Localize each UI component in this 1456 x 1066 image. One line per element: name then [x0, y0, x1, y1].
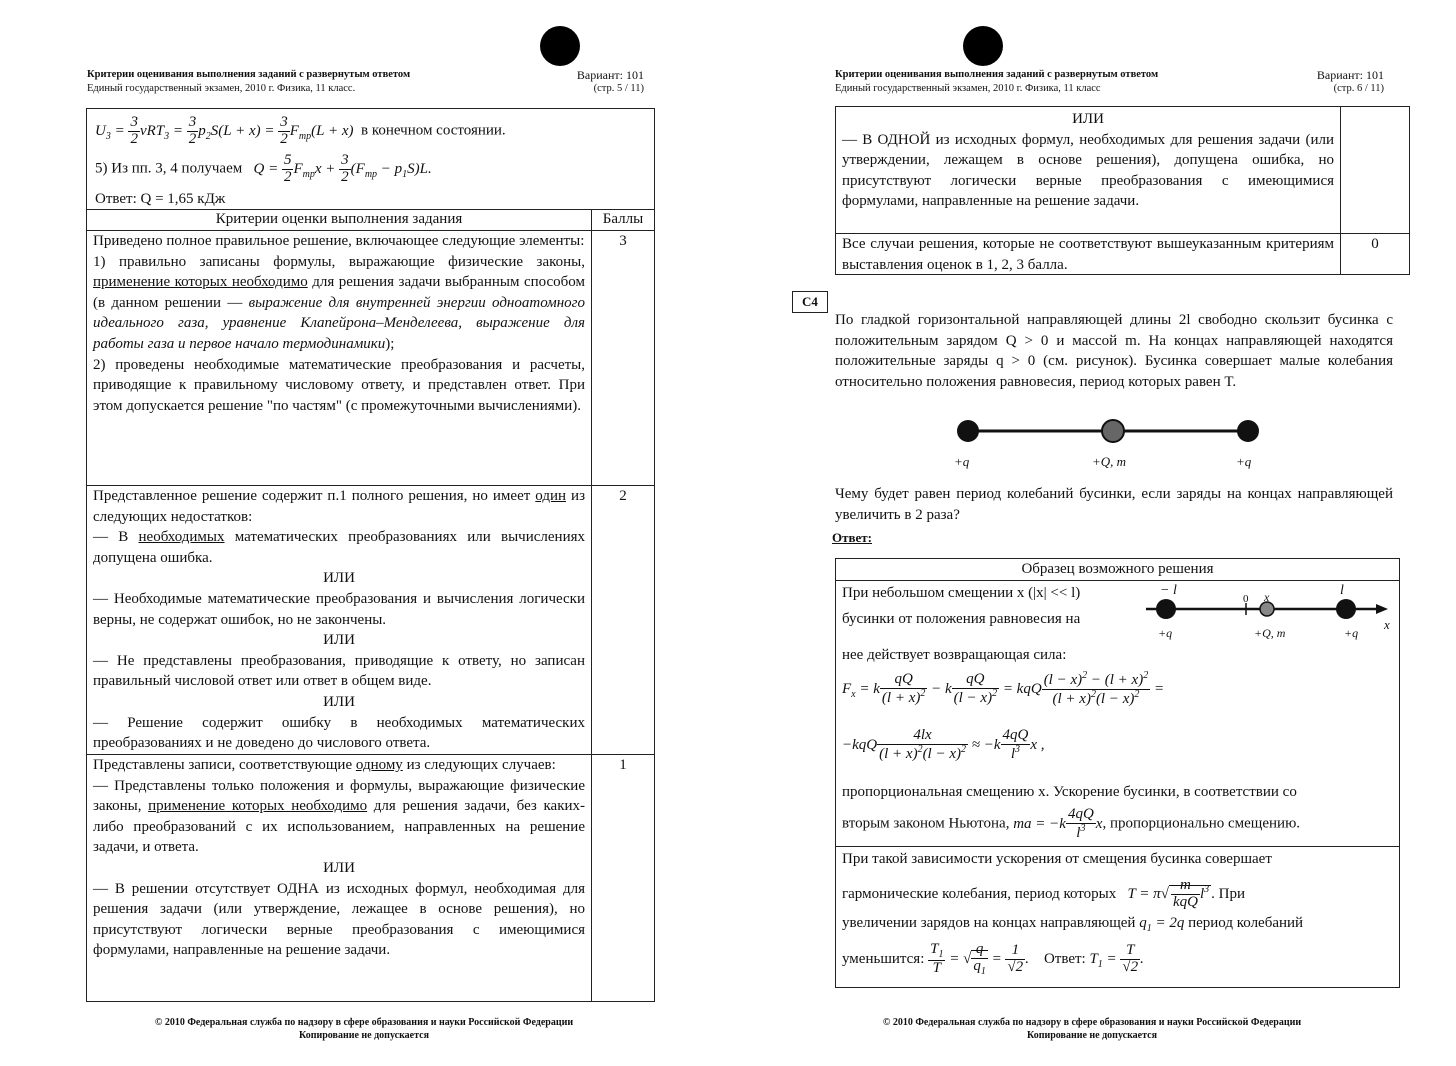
header-subtitle: Единый государственный экзамен, 2010 г. Физика, 11 класс — [835, 83, 1101, 94]
sol-p2a: пропорциональная смещению x. Ускорение бусинки, в соответствии со — [842, 784, 1297, 800]
right-header-right — [1288, 68, 1384, 96]
row1-p2b: для решения задачи, без каких-либо преобразований с их использованием, направленных на решение задачи, и ответа. — [93, 798, 585, 856]
row2-p3: — Необходимые математические преобразования и вычисления логически верны, не содержат ошибок, но не закончены. — [93, 590, 585, 628]
d2-x: x — [1264, 590, 1270, 604]
d2-axis-label: x — [1384, 617, 1390, 632]
header-title: Критерии оценивания выполнения заданий с развернутым ответом — [835, 69, 1159, 80]
top-row-text — [842, 109, 1334, 212]
points-header: Баллы — [602, 211, 644, 227]
row3-p2i: выражение для внутренней энергии одноатомного идеального газа, уравнение Клапейрона–Менделеева, выражение для работы газа и первое начало термодинамики — [93, 294, 585, 352]
row2-p5: — Решение содержит ошибку в необходимых математических преобразованиях и не доведено до числового ответа. — [93, 714, 585, 752]
sol-p1b: бусинки от положения равновесия на — [842, 611, 1081, 627]
footer-copyright: © 2010 Федеральная служба по надзору в сфере образования и науки Российской Федерации — [882, 1017, 1302, 1028]
sol-p3a: При такой зависимости ускорения от смещения бусинка совершает — [842, 851, 1272, 867]
footer-no-copy: Копирование не допускается — [298, 1030, 430, 1041]
row3-p2c: ); — [385, 335, 395, 352]
row1-p2a: — Представлены только положения и формулы, выражающие физические законы, — [93, 777, 585, 815]
punch-hole-icon — [963, 26, 1003, 66]
row1-text — [93, 755, 585, 961]
d2-q-left: +q — [1158, 626, 1173, 640]
header-title: Критерии оценивания выполнения заданий с развернутым ответом — [87, 69, 411, 80]
formula-q: 5) Из пп. 3, 4 получаем Q = $\frac{5}{2}$ $F_{тр}x$ + $\frac{3}{2}$ $(F_{тр} - p_1S)L$. — [95, 152, 432, 185]
row1-p2u: применение которых необходимо — [148, 798, 368, 815]
left-footer — [0, 1016, 728, 1042]
d2-minus-l: − l — [1160, 583, 1177, 598]
row2-p2u: необходимых — [138, 529, 225, 546]
variant-label: Вариант: 101 — [576, 68, 644, 82]
row2-p2a: — В — [93, 529, 139, 546]
fig-label-right: +q — [1236, 454, 1252, 469]
task-text: По гладкой горизонтальной направляющей длины 2l свободно скользит бусинка с положительным зарядом Q > 0 и массой m. На концах направляющей находятся положительные заряды q > 0 (см. рисунок). Бусинка совершает малые колебания относительно положения равновесия, период которых равен T. — [835, 312, 1393, 390]
u3-tail-text: в конечном состоянии. — [360, 122, 506, 139]
left-header-right — [548, 68, 644, 96]
d2-q-mid: +Q, m — [1254, 626, 1286, 640]
right-charge-icon — [1237, 420, 1259, 442]
sol-p3-line3: увеличении зарядов на концах направляющей $q_1 = 2q$ период колебаний — [842, 915, 1304, 934]
row1-p1u: одному — [355, 757, 403, 773]
row2-points: 2 — [619, 488, 627, 504]
sol-p3b: гармонические колебания, период которых — [842, 886, 1117, 902]
sol-p3c: . При — [1211, 886, 1245, 902]
row1-or1: ИЛИ — [323, 859, 355, 876]
row1-p1b: из следующих случаев: — [402, 757, 556, 773]
axis-arrow-icon — [1376, 604, 1388, 614]
row2-p1b: из следующих недостатков: — [93, 488, 586, 525]
row2-p1u: один — [535, 488, 567, 504]
sol-p1c: нее действует возвращающая сила: — [842, 647, 1067, 663]
row2-p2b: математических преобразованиях или вычислениях допущена ошибка. — [93, 529, 585, 566]
row3-text — [93, 231, 585, 416]
row1-points: 1 — [619, 757, 627, 773]
left-header — [87, 68, 517, 96]
answer-label: Ответ: — [832, 530, 873, 545]
row3-p2b: для решения задачи выбранным способом (в данном решении — — [93, 274, 586, 311]
bead-icon — [1102, 420, 1124, 442]
task-label: C4 — [792, 291, 828, 313]
row2-p4: — Не представлены преобразования, приводящие к ответу, но записан правильный числовой ответ или ответ в общем виде. — [93, 652, 585, 690]
d2-l: l — [1340, 583, 1344, 598]
d2-zero: 0 — [1243, 593, 1249, 605]
page-number: (стр. 6 / 11) — [1333, 83, 1384, 94]
sol-p2-line: вторым законом Ньютона, ma = −k $\frac{4qQ}{l^3}$ x, пропорционально смещению. — [842, 806, 1301, 841]
sol-p3-line4: уменьшится: $\frac{T_1}{T}$ = √ $\frac{q}{q_1}$ = $\frac{1}{√2}$ . Ответ: $T_1$ = $\frac{T}{√2}$ . — [842, 940, 1144, 977]
row2-or3: ИЛИ — [323, 693, 355, 710]
sol-p3g: Ответ: — [1043, 951, 1086, 967]
row3-p1: Приведено полное правильное решение, включающее следующие элементы: — [93, 233, 585, 249]
d2-q-right: +q — [1344, 626, 1359, 640]
row2-or1: ИЛИ — [323, 570, 355, 587]
solution-title: Образец возможного решения — [1021, 561, 1214, 577]
row1-p1a: Представлены записи, соответствующие — [93, 757, 356, 773]
fig-label-left: +q — [954, 454, 970, 469]
force-formula-cont: −kqQ $\frac{4lx}{(l + x)^2(l - x)^2}$ ≈ −k $\frac{4qQ}{l^3}$ x , — [842, 727, 1045, 763]
page-number: (стр. 5 / 11) — [593, 83, 644, 94]
table-row — [836, 580, 1399, 581]
header-subtitle: Единый государственный экзамен, 2010 г. Физика, 11 класс. — [87, 83, 356, 94]
top-p: — В ОДНОЙ из исходных формул, необходимых для решения задачи (или утверждении, лежащем в основе решения), допущена ошибка, но присутствуют логически верные преобразования с имеющимися формулами, направленные на решение задачи. — [842, 131, 1334, 210]
right-page — [728, 0, 1456, 1066]
punch-hole-icon — [540, 26, 580, 66]
answer-line: Ответ: Q = 1,65 кДж — [95, 191, 226, 207]
eq5-lead: 5) Из пп. 3, 4 получаем — [95, 160, 243, 177]
sol-p2c: , пропорционально смещению. — [1102, 815, 1301, 832]
left-charge-icon — [1156, 599, 1176, 619]
zero-row-text: Все случаи решения, которые не соответствуют вышеуказанным критериям выставления оценок в 1, 2, 3 балла. — [842, 236, 1334, 273]
column-divider — [591, 209, 592, 1001]
formula-u3: $U_3$ = $\frac{3}{2}$ νRT$_3$ = $\frac{3}{2}$ $p_2S(L + x)$ = $\frac{3}{2}$ $F_{тр}(L + x)$ в конечном состоянии. — [95, 114, 506, 147]
row2-p1a: Представленное решение содержит п.1 полного решения, но имеет — [93, 488, 536, 504]
row1-p3: — В решении отсутствует ОДНА из исходных формул, необходимая для решения задачи (или утверждение, лежащее в основе решения), но присутствуют логически верные преобразования с имеющимися формулами, направленные на решение задачи. — [93, 880, 585, 959]
row3-points: 3 — [619, 233, 627, 249]
row2-or2: ИЛИ — [323, 632, 355, 649]
variant-label: Вариант: 101 — [1316, 68, 1384, 82]
fig-label-mid: +Q, m — [1092, 454, 1127, 469]
force-formula: $F_x = k$ $\frac{qQ}{(l + x)^2}$ − k $\frac{qQ}{(l - x)^2}$ = kqQ $\frac{(l - x)^2 - (l + x)^2}{(l + x)^2(l - x)^2}$ = — [842, 670, 1165, 708]
right-footer — [728, 1016, 1456, 1042]
criteria-table — [86, 108, 655, 1002]
sol-p2b: вторым законом Ньютона, — [842, 815, 1010, 832]
right-charge-icon — [1336, 599, 1356, 619]
sol-p1a: При небольшом смещении x (|x| << l) — [842, 585, 1081, 601]
footer-no-copy: Копирование не допускается — [1026, 1030, 1158, 1041]
row3-p3: 2) проведены необходимые математические преобразования и расчеты, приводящие к правильному числовому ответу, и представлен ответ. При этом допускается решение "по частям" (с промежуточными вычислениями). — [93, 356, 585, 414]
criteria-table-continued — [835, 106, 1410, 275]
right-header — [835, 68, 1265, 96]
solution-box — [835, 558, 1400, 988]
sol-p3e: период колебаний — [1188, 915, 1304, 931]
row2-text — [93, 486, 585, 754]
table-row — [836, 846, 1399, 847]
footer-copyright: © 2010 Федеральная служба по надзору в сфере образования и науки Российской Федерации — [154, 1017, 574, 1028]
zero-row-points: 0 — [1371, 236, 1379, 252]
sol-p3d: увеличении зарядов на концах направляющей — [842, 915, 1136, 931]
row3-p2a: 1) правильно записаны формулы, выражающие физические законы, — [93, 253, 585, 270]
criteria-header: Критерии оценки выполнения задания — [215, 211, 463, 227]
sol-p3f: уменьшится: — [842, 951, 925, 967]
question-text: Чему будет равен период колебаний бусинки, если заряды на концах направляющей увеличить в 2 раза? — [835, 486, 1393, 523]
sol-p3-line2: гармонические колебания, период которых T = π√ $\frac{m}{\text{kqQ}}$ $l^3$ . При — [842, 877, 1245, 911]
left-charge-icon — [957, 420, 979, 442]
row3-p2u: применение которых необходимо — [93, 274, 308, 291]
top-or: ИЛИ — [1072, 111, 1104, 127]
